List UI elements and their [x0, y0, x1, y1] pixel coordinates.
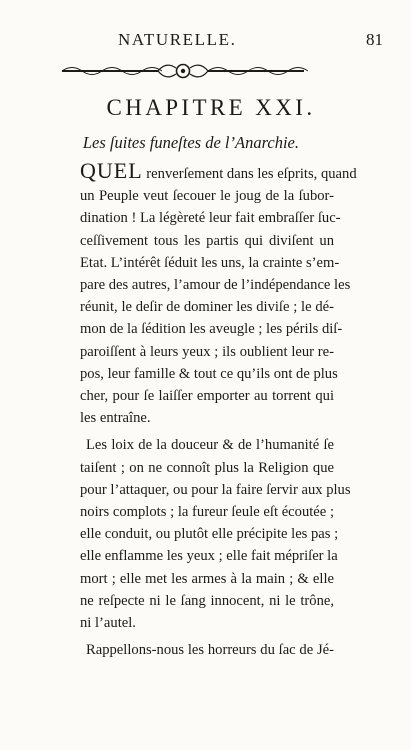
paragraph-1 — [80, 158, 357, 429]
text-line: pour l’attaquer, ou pour la faire ſervir aux plus — [80, 481, 351, 498]
page-number: 81 — [366, 30, 383, 49]
text-line: elle conduit, ou plutôt elle précipite les pas ; — [80, 526, 339, 543]
body-text — [80, 158, 357, 661]
text-line: pare des autres, l’amour de l’indépendance les — [80, 277, 351, 294]
text-line: réunit, le deſir de dominer les diviſe ; le dé- — [80, 299, 334, 316]
text-line: ceſſivement tous les partis qui diviſent un — [80, 232, 334, 249]
text-line: QUEL renverſement dans les eſprits, quand — [80, 158, 357, 183]
text-line: cher, pour ſe laiſſer emporter au torrent qui — [80, 388, 334, 405]
text-line: Etat. L’intérêt ſéduit les uns, la crainte s’em- — [80, 254, 340, 271]
text-line: les entraîne. — [80, 410, 151, 427]
text-line: dination ! La légèreté leur fait embraſſer ſuc- — [80, 210, 341, 227]
chapter-subtitle: Les ſuites funeſtes de l’Anarchie. — [82, 133, 299, 152]
text-line: un Peuple veut ſecouer le joug de la ſubor- — [80, 188, 334, 205]
text-line: ni l’autel. — [80, 615, 136, 632]
running-head — [0, 30, 411, 54]
text-line: mort ; elle met les armes à la main ; & elle — [80, 570, 334, 587]
paragraph-2 — [80, 434, 351, 634]
drop-cap-word: QUEL — [80, 158, 143, 183]
text-line: paroiſſent à leurs yeux ; ils oublient leur re- — [80, 343, 334, 360]
running-title: NATURELLE. — [118, 30, 237, 49]
text-line: noirs complots ; la fureur ſeule eſt écoutée ; — [80, 504, 334, 521]
text-line: ne reſpecte ni le ſang innocent, ni le trône, — [80, 592, 334, 609]
text-line: mon de la ſédition les aveugle ; les périls diſ- — [80, 321, 343, 338]
paragraph-3 — [80, 639, 334, 661]
decorative-rule-ornament — [58, 60, 308, 82]
text-line: Rappellons-nous les horreurs du ſac de Jé- — [86, 642, 334, 659]
text-line: taiſent ; on ne connoît plus la Religion que — [80, 459, 334, 476]
text-line: elle enflamme les yeux ; elle fait mépriſer la — [80, 548, 338, 565]
text-line: Les loix de la douceur & de l’humanité ſe — [86, 437, 334, 454]
text-line: pos, leur famille & tout ce qu’ils ont de plus — [80, 365, 338, 382]
chapter-title: CHAPITRE XXI. — [106, 95, 316, 120]
